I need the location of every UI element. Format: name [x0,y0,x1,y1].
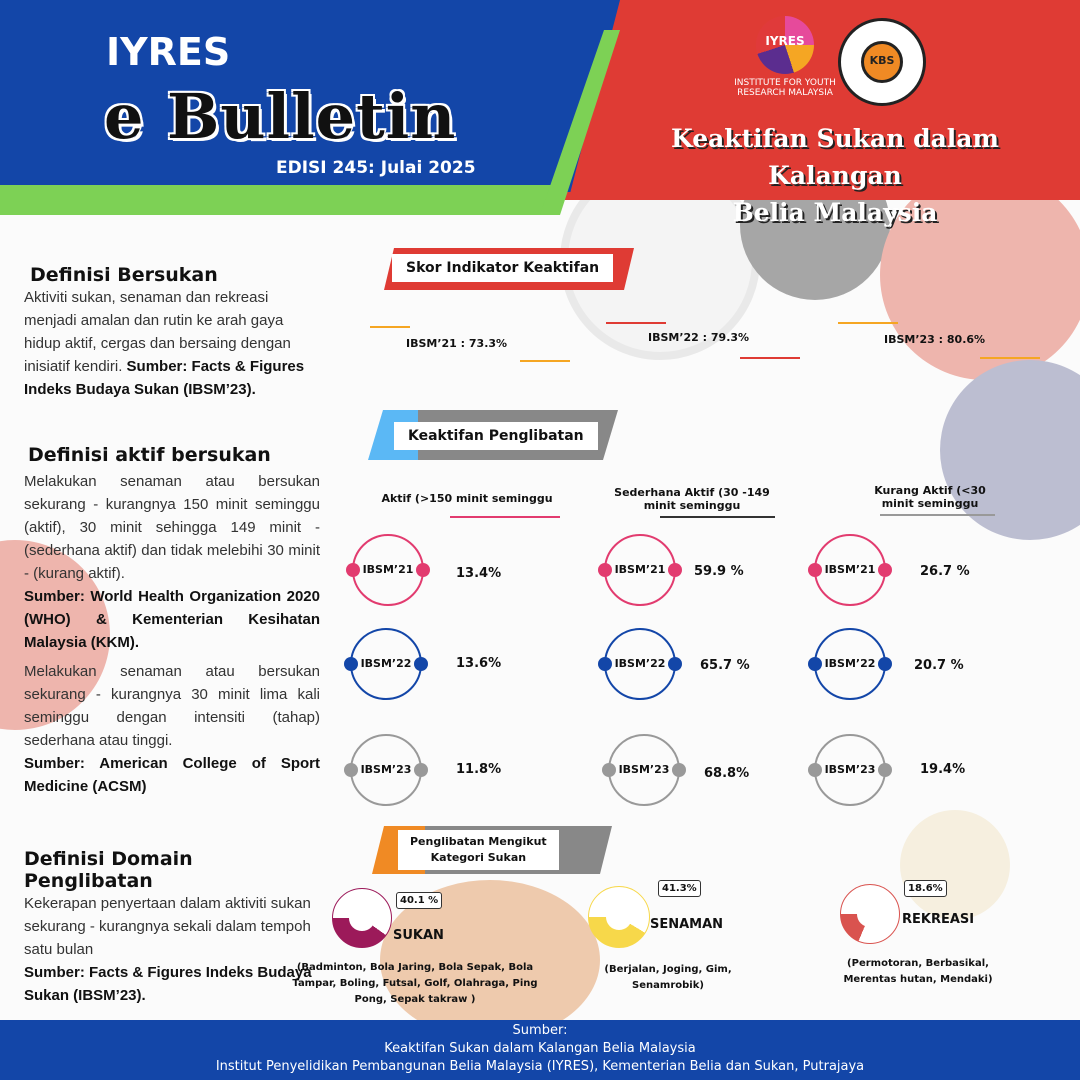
def4-text: Kekerapan penyertaan dalam aktiviti sukan sekurang - kurangnya sekali dalam tempoh satu bulan [24,895,311,958]
skor-title: Skor Indikator Keaktifan [392,254,613,282]
def1-text: Aktiviti sukan, senaman dan rekreasi menjadi amalan dan rutin ke arah gaya hidup aktif, cergas dan bersaing dengan inisiatif kendiri. Sumber: Facts & Figures Indeks Budaya Sukan (IBSM’23). [24,289,305,398]
def2-source: Sumber: World Health Organization 2020 (WHO) & Kementerian Kesihatan Malaysia (KKM). [24,588,320,651]
skor-ibsm21: IBSM’21 : 73.3% [406,337,508,350]
ring-sederhana-ibsm23: IBSM’23 [608,734,680,806]
skor-line [370,326,410,328]
header-green-stripe [0,185,560,215]
cat-underline [660,516,775,518]
ring-kurang-ibsm22: IBSM’22 [814,628,886,700]
iyres-logo-caption: INSTITUTE FOR YOUTH RESEARCH MALAYSIA [734,78,836,98]
skor-line [980,357,1040,359]
def4-title: Definisi Domain Penglibatan [24,848,193,892]
senaman-pct: 41.3% [658,880,701,897]
ring-aktif-ibsm23: IBSM’23 [350,734,422,806]
kurang-ibsm23-value: 19.4% [920,762,966,777]
definition-domain [24,848,324,1007]
definition-aktif-bersukan [24,444,320,798]
rekreasi-pct: 18.6% [904,880,947,897]
donut-rekreasi [840,884,900,944]
ring-aktif-ibsm22: IBSM’22 [350,628,422,700]
rekreasi-examples: (Permotoran, Berbasikal, Merentas hutan, Mendaki) [843,958,993,985]
kategori-title: Penglibatan Mengikut Kategori Sukan [398,830,559,870]
donut-sukan [332,888,392,948]
iyres-logo: IYRES [756,16,814,74]
category-sederhana: Sederhana Aktif (30 -149 minit seminggu [614,486,770,512]
penglibatan-title: Keaktifan Penglibatan [394,422,598,450]
sederhana-ibsm21-value: 59.9 % [694,564,744,579]
cat-underline [450,516,560,518]
sederhana-ibsm22-value: 65.7 % [700,658,750,673]
edition-label: EDISI 245: Julai 2025 [276,158,476,178]
skor-ibsm23: IBSM’23 : 80.6% [884,333,986,346]
senaman-examples: (Berjalan, Joging, Gim, Senamrobik) [604,964,732,991]
cat-underline [880,514,995,516]
skor-line [740,357,800,359]
definition-bersukan [24,264,320,401]
skor-ibsm22: IBSM’22 : 79.3% [648,331,750,344]
ring-aktif-ibsm21: IBSM’21 [352,534,424,606]
category-kurang: Kurang Aktif (<30 minit seminggu [874,484,986,510]
topic-title: Keaktifan Sukan dalam Kalangan Belia Malaysia [671,124,999,227]
senaman-label: SENAMAN [650,917,724,932]
def3-text: Melakukan senaman atau bersukan sekurang - kurangnya 30 minit lima kali seminggu dengan intensiti (tahap) sederhana atau tinggi. [24,663,320,749]
kbs-logo: KBS [838,18,926,106]
sederhana-ibsm23-value: 68.8% [704,766,750,781]
ring-sederhana-ibsm21: IBSM’21 [604,534,676,606]
sukan-pct: 40.1 % [396,892,442,909]
kurang-ibsm21-value: 26.7 % [920,564,970,579]
aktif-ibsm21-value: 13.4% [456,566,502,581]
def2-text: Melakukan senaman atau bersukan sekurang - kurangnya 150 minit seminggu (aktif), 30 minit sehingga 149 minit - (sederhana aktif) dan tidak melebihi 30 minit - (kurang aktif). [24,473,320,582]
ring-sederhana-ibsm22: IBSM’22 [604,628,676,700]
brand-name: IYRES [106,30,231,74]
aktif-ibsm23-value: 11.8% [456,762,502,777]
def3-source: Sumber: American College of Sport Medicine (ACSM) [24,755,320,795]
def1-title: Definisi Bersukan [30,264,218,286]
skor-line [520,360,570,362]
ring-kurang-ibsm21: IBSM’21 [814,534,886,606]
donut-senaman [588,886,650,948]
rekreasi-label: REKREASI [902,912,975,927]
kurang-ibsm22-value: 20.7 % [914,658,964,673]
sukan-examples: (Badminton, Bola Jaring, Bola Sepak, Bola Tampar, Boling, Futsal, Golf, Olahraga, Ping Pong, Sepak takraw ) [292,962,538,1005]
ring-kurang-ibsm23: IBSM’23 [814,734,886,806]
def2-title: Definisi aktif bersukan [28,444,271,466]
aktif-ibsm22-value: 13.6% [456,656,502,671]
skor-line [838,322,898,324]
def4-source: Sumber: Facts & Figures Indeks Budaya Sukan (IBSM’23). [24,964,312,1004]
footer-source: Sumber: Keaktifan Sukan dalam Kalangan Belia Malaysia Institut Penyelidikan Pembangunan Belia Malaysia (IYRES), Kementerian Belia dan Sukan, Putrajaya [0,1020,1080,1080]
skor-line [606,322,666,324]
bulletin-title: e Bulletin [104,80,457,153]
sukan-label: SUKAN [393,928,444,943]
category-aktif: Aktif (>150 minit seminggu [381,492,553,505]
